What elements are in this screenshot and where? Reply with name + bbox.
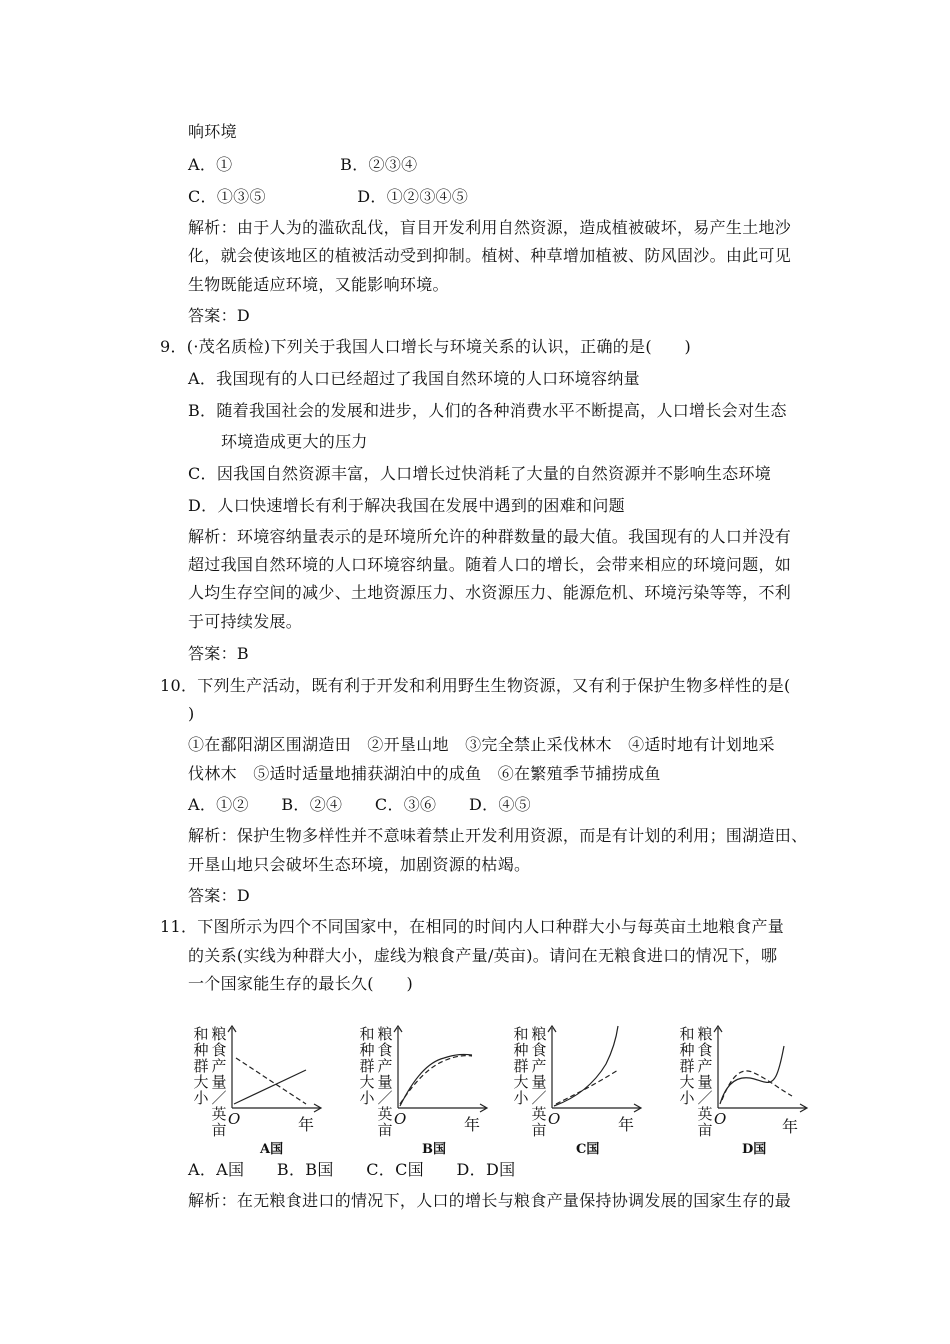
- analysis-line: 解析：保护生物多样性并不意味着禁止开发利用资源，而是有计划的利用；围湖造田、: [188, 826, 808, 845]
- option-line: C．因我国自然资源丰富，人口增长过快消耗了大量的自然资源并不影响生态环境: [188, 464, 772, 483]
- y-axis-label-population: 和 种 群 大 小: [513, 1025, 529, 1107]
- chart-a-plot: [190, 1018, 360, 1158]
- analysis-line: 解析：在无粮食进口的情况下，人口的增长与粮食产量保持协调发展的国家生存的最: [188, 1191, 792, 1210]
- x-axis-label: 年: [298, 1115, 315, 1134]
- statement-line: ①在鄱阳湖区围湖造田 ②开垦山地 ③完全禁止采伐林木 ④适时地有计划地采: [188, 735, 775, 754]
- answer-line: 答案：B: [188, 644, 249, 663]
- origin-label: O: [228, 1110, 241, 1128]
- solid-population-line: [400, 1054, 472, 1106]
- x-axis-label: 年: [464, 1115, 481, 1134]
- chart-b-plot: [356, 1018, 526, 1158]
- question-line: 10．下列生产活动，既有利于开发和利用野生生物资源，又有利于保护生物多样性的是(: [160, 676, 791, 695]
- option-line: C．①③⑤ D．①②③④⑤: [188, 187, 469, 206]
- x-axis-label: 年: [618, 1115, 635, 1134]
- analysis-line: 超过我国自然环境的人口环境容纳量。随着人口的增长，会带来相应的环境问题，如: [188, 555, 792, 574]
- chart-a: [190, 1018, 360, 1158]
- option-line: D．人口快速增长有利于解决我国在发展中遇到的困难和问题: [188, 496, 625, 515]
- chart-d: [676, 1018, 846, 1158]
- question-line: 11．下图所示为四个不同国家中，在相同的时间内人口种群大小与每英亩土地粮食产量: [160, 917, 785, 936]
- y-axis-label-population: 和 种 群 大 小: [679, 1025, 695, 1107]
- dashed-yield-line: [236, 1058, 306, 1104]
- analysis-line: 解析：环境容纳量表示的是环境所允许的种群数量的最大值。我国现有的人口并没有: [188, 527, 792, 546]
- chart-c-plot: [510, 1018, 680, 1158]
- chart-caption: C国: [576, 1142, 600, 1157]
- answer-line: 答案：D: [188, 306, 251, 325]
- origin-label: O: [548, 1110, 561, 1128]
- analysis-line: 开垦山地只会破坏生态环境，加剧资源的枯竭。: [188, 855, 531, 874]
- analysis-line: 解析：由于人为的滥砍乱伐，盲目开发利用自然资源，造成植被破坏，易产生土地沙: [188, 218, 792, 237]
- option-line: A．A国 B．B国 C．C国 D．D国: [188, 1160, 516, 1179]
- dashed-yield-line: [722, 1071, 792, 1100]
- text-line: 响环境: [188, 122, 237, 141]
- y-axis-label-yield: 粮 食 产 量 ／ 英 亩: [211, 1025, 227, 1139]
- y-axis-label-yield: 粮 食 产 量 ／ 英 亩: [531, 1025, 547, 1139]
- x-axis-label: 年: [782, 1117, 799, 1136]
- option-line: A．①② B．②④ C．③⑥ D．④⑤: [188, 795, 531, 814]
- solid-population-line: [554, 1026, 618, 1106]
- chart-c: [510, 1018, 680, 1158]
- y-axis-label-population: 和 种 群 大 小: [359, 1025, 375, 1107]
- answer-line: 答案：D: [188, 886, 251, 905]
- analysis-line: 人均生存空间的减少、土地资源压力、水资源压力、能源危机、环境污染等等，不利: [188, 583, 792, 602]
- chart-b: [356, 1018, 526, 1158]
- option-line: A．① B．②③④: [188, 155, 418, 174]
- question-line: 9．(·茂名质检)下列关于我国人口增长与环境关系的认识，正确的是( ): [160, 337, 692, 356]
- chart-caption: B国: [422, 1142, 446, 1157]
- solid-population-line: [234, 1070, 306, 1104]
- statement-line: 伐林木 ⑤适时适量地捕获湖泊中的成鱼 ⑥在繁殖季节捕捞成鱼: [188, 764, 661, 783]
- question-line: 一个国家能生存的最长久( ): [188, 974, 413, 993]
- origin-label: O: [714, 1110, 727, 1128]
- y-axis-label-yield: 粮 食 产 量 ／ 英 亩: [697, 1025, 713, 1139]
- dashed-yield-line: [400, 1056, 472, 1104]
- analysis-line: 生物既能适应环境，又能影响环境。: [188, 275, 449, 294]
- y-axis-label-population: 和 种 群 大 小: [193, 1025, 209, 1107]
- y-axis-label-yield: 粮 食 产 量 ／ 英 亩: [377, 1025, 393, 1139]
- origin-label: O: [394, 1110, 407, 1128]
- option-line: 环境造成更大的压力: [221, 432, 368, 451]
- option-line: B．随着我国社会的发展和进步，人们的各种消费水平不断提高，人口增长会对生态: [188, 401, 787, 420]
- chart-caption: A国: [260, 1142, 284, 1157]
- question-line: 的关系(实线为种群大小，虚线为粮食产量/英亩)。请问在无粮食进口的情况下，哪: [188, 946, 778, 965]
- option-line: A．我国现有的人口已经超过了我国自然环境的人口环境容纳量: [188, 369, 640, 388]
- chart-caption: D国: [742, 1142, 767, 1157]
- question-line: ): [188, 704, 195, 723]
- analysis-line: 化，就会使该地区的植被活动受到抑制。植树、种草增加植被、防风固沙。由此可见: [188, 246, 792, 265]
- solid-population-line: [720, 1046, 784, 1104]
- chart-d-plot: [676, 1018, 846, 1158]
- analysis-line: 于可持续发展。: [188, 612, 303, 631]
